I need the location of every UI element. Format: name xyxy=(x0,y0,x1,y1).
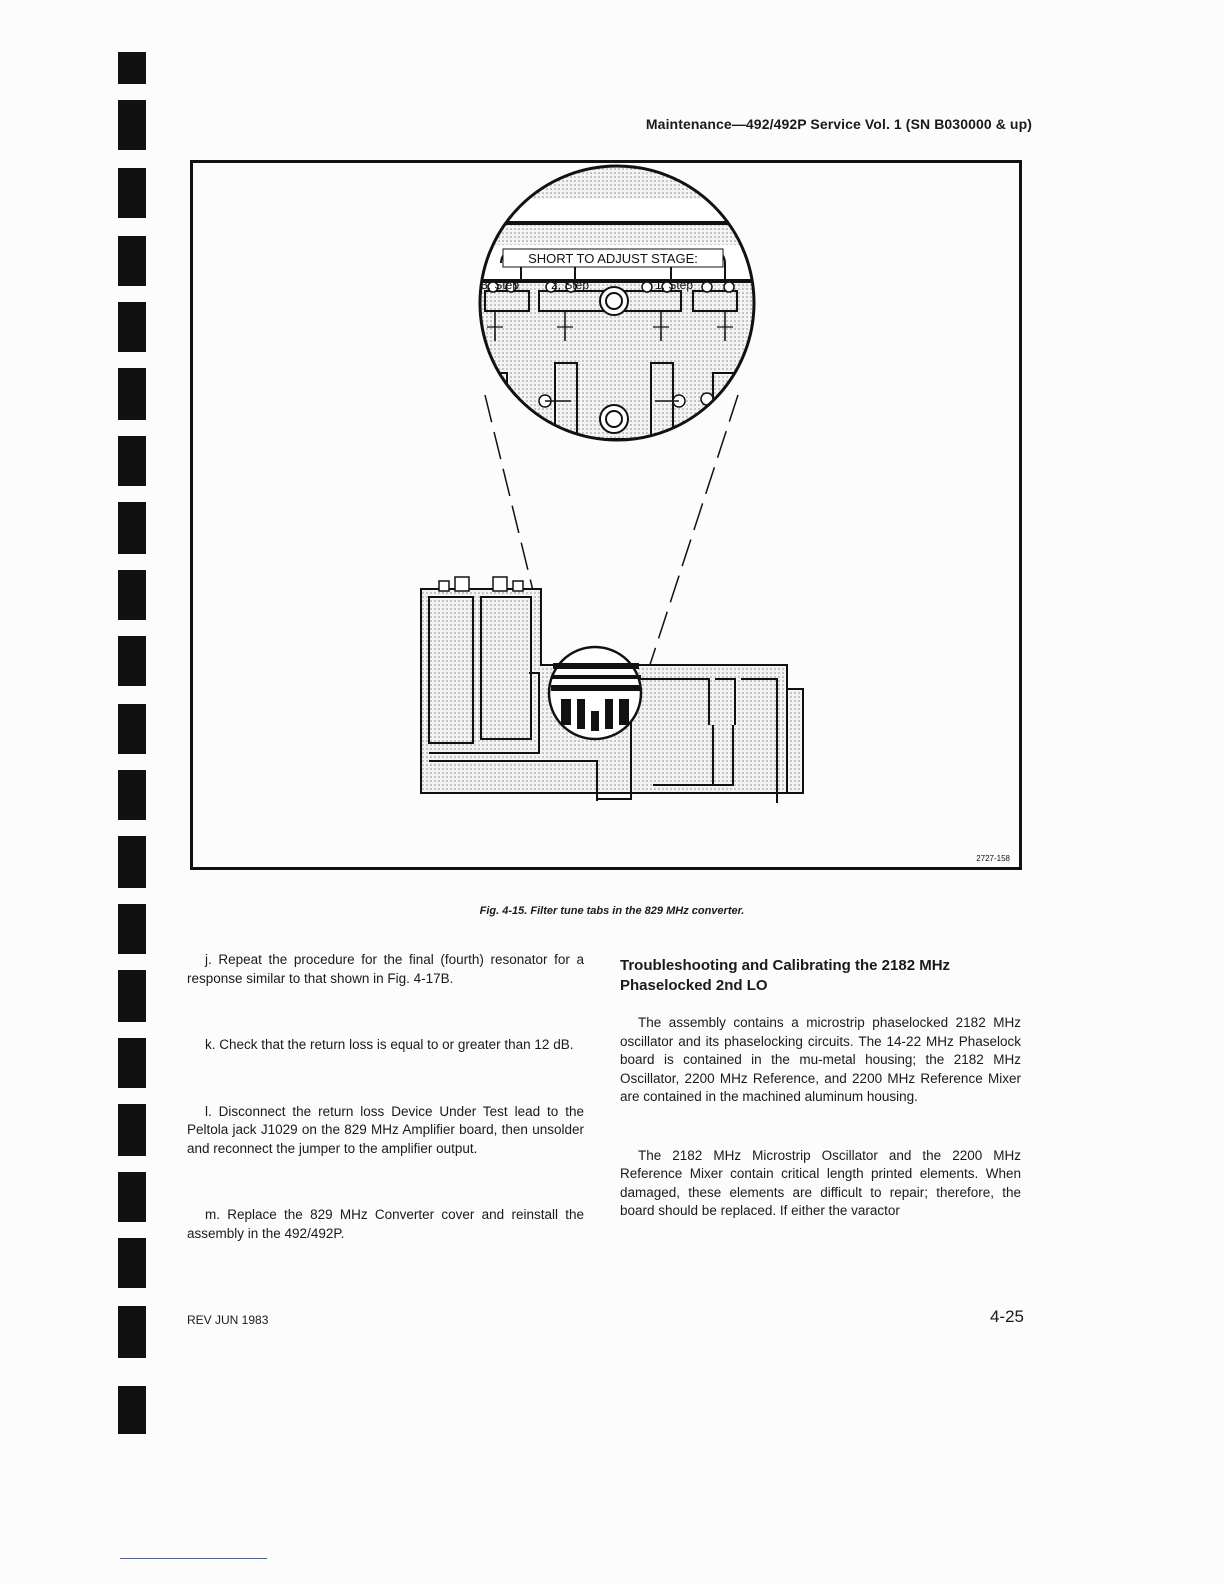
binding-mark xyxy=(118,836,146,888)
page-header: Maintenance—492/492P Service Vol. 1 (SN B030000 & up) xyxy=(645,116,1032,132)
figure-id: 2727-158 xyxy=(976,854,1010,863)
paragraph-assembly: The assembly contains a microstrip phaselocked 2182 MHz oscillator and its phaselocking circuits. The 14-22 MHz Phaselock board is contained in the mu-metal housing; the 2182 MHz Oscillator, 2200 MHz Reference, and 2200 MHz Reference Mixer are contained in the machined aluminum housing. xyxy=(620,1015,1021,1104)
binding-mark xyxy=(118,1238,146,1288)
step3-label: 3, Step xyxy=(481,278,520,292)
binding-mark xyxy=(118,1306,146,1358)
binding-mark xyxy=(118,1386,146,1434)
page-number: 4-25 xyxy=(989,1307,1024,1326)
converter-board xyxy=(421,577,803,803)
binding-mark xyxy=(118,502,146,554)
binding-mark xyxy=(118,770,146,820)
step2-label: 2, Step xyxy=(551,278,590,292)
scan-artifact-line xyxy=(120,1558,267,1559)
binding-mark xyxy=(118,570,146,620)
binding-mark xyxy=(118,704,146,754)
binding-mark xyxy=(118,100,146,150)
converter-diagram xyxy=(193,163,1019,867)
step-j: j. Repeat the procedure for the final (fourth) resonator for a response similar to that shown in Fig. 4-17B. xyxy=(187,952,584,986)
binding-mark xyxy=(118,368,146,420)
binding-mark xyxy=(118,636,146,686)
figure-frame xyxy=(190,160,1022,870)
binding-mark xyxy=(118,236,146,286)
step-l: l. Disconnect the return loss Device Under Test lead to the Peltola jack J1029 on the 829 MHz Amplifier board, then unsolder and reconnect the jumper to the amplifier output. xyxy=(187,1103,584,1156)
figure-caption: Fig. 4-15. Filter tune tabs in the 829 MHz converter. xyxy=(479,905,745,917)
step-m: m. Replace the 829 MHz Converter cover and reinstall the assembly in the 492/492P. xyxy=(187,1207,584,1241)
binding-mark xyxy=(118,168,146,218)
short-to-adjust-label: SHORT TO ADJUST STAGE: xyxy=(528,251,698,266)
zoom-leader-right xyxy=(644,395,738,683)
binding-mark xyxy=(118,1172,146,1222)
right-column xyxy=(620,956,1021,1221)
binding-mark xyxy=(118,436,146,486)
section-heading: Troubleshooting and Calibrating the 2182 MHz Phaselocked 2nd LO xyxy=(620,957,951,994)
binding-mark xyxy=(118,52,146,84)
step1-label: 1, Step xyxy=(655,278,694,292)
binding-mark xyxy=(118,302,146,352)
binding-mark xyxy=(118,1038,146,1088)
binding-mark xyxy=(118,970,146,1022)
left-column xyxy=(187,951,584,1243)
step-k: k. Check that the return loss is equal to or greater than 12 dB. xyxy=(205,1037,574,1052)
paragraph-microstrip: The 2182 MHz Microstrip Oscillator and the 2200 MHz Reference Mixer contain critical length printed elements. When damaged, these elements are difficult to repair; therefore, the board should be replaced. If either the varactor xyxy=(620,1147,1021,1218)
zoom-leader-left xyxy=(485,395,537,607)
revision-date: REV JUN 1983 xyxy=(187,1313,269,1327)
binding-mark xyxy=(118,1104,146,1156)
